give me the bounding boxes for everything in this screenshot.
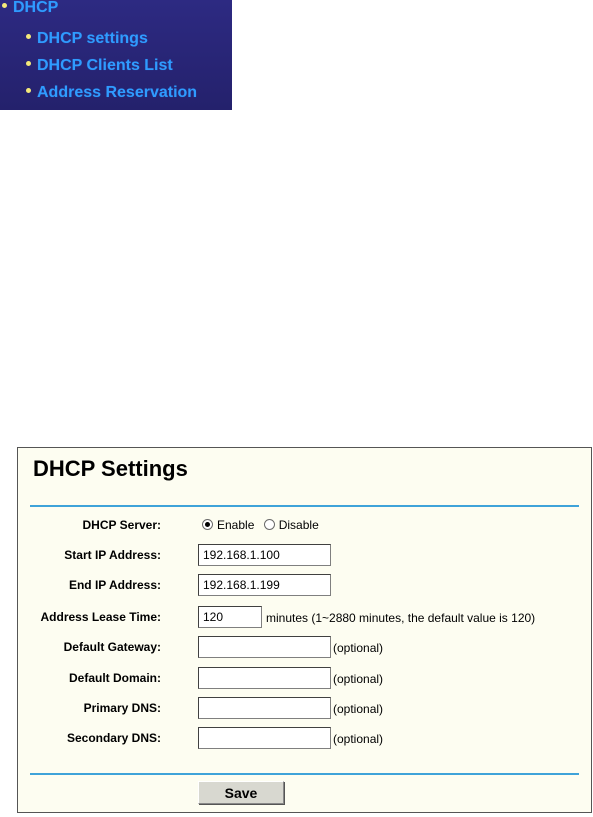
enable-radio-label[interactable]: Enable [217, 518, 255, 532]
end-ip-input[interactable] [198, 574, 331, 596]
divider [30, 505, 579, 507]
bullet-icon [26, 61, 31, 66]
divider [30, 773, 579, 775]
disable-radio-label[interactable]: Disable [278, 518, 319, 532]
page-title: DHCP Settings [33, 456, 188, 481]
bullet-icon [2, 3, 7, 8]
end-ip-label: End IP Address: [68, 578, 161, 592]
secondary-dns-label: Secondary DNS: [66, 731, 161, 745]
enable-radio[interactable] [202, 519, 213, 530]
start-ip-row [18, 544, 591, 568]
default-domain-row [18, 667, 591, 691]
start-ip-label: Start IP Address: [64, 548, 161, 562]
save-button[interactable]: Save [198, 781, 284, 804]
nav-item-address-reservation[interactable] [26, 81, 197, 105]
bullet-icon [26, 34, 31, 39]
bullet-icon [26, 88, 31, 93]
optional-hint: (optional) [333, 702, 384, 716]
nav-item-label: Address Reservation [37, 84, 198, 101]
default-gateway-row [18, 636, 591, 660]
primary-dns-label: Primary DNS: [83, 701, 161, 715]
disable-radio[interactable] [264, 519, 275, 530]
lease-time-input[interactable] [198, 606, 262, 628]
lease-time-label: Address Lease Time: [40, 610, 161, 624]
nav-item-dhcp[interactable] [2, 0, 58, 20]
dhcp-nav-menu [0, 0, 232, 110]
default-gateway-input[interactable] [198, 636, 331, 658]
dhcp-settings-panel [17, 447, 592, 813]
dhcp-server-label: DHCP Server: [82, 518, 161, 532]
primary-dns-row [18, 697, 591, 721]
nav-item-dhcp-settings[interactable] [26, 27, 148, 51]
primary-dns-input[interactable] [198, 697, 331, 719]
default-gateway-label: Default Gateway: [63, 640, 161, 654]
dhcp-server-radio-group [202, 518, 325, 532]
start-ip-input[interactable] [198, 544, 331, 566]
lease-time-hint: minutes (1~2880 minutes, the default value is 120) [266, 611, 536, 625]
dhcp-server-row [18, 514, 591, 538]
lease-time-row [18, 606, 591, 630]
end-ip-row [18, 574, 591, 598]
secondary-dns-row [18, 727, 591, 751]
secondary-dns-input[interactable] [198, 727, 331, 749]
nav-item-label: DHCP settings [37, 30, 148, 47]
default-domain-input[interactable] [198, 667, 331, 689]
default-domain-label: Default Domain: [68, 671, 161, 685]
optional-hint: (optional) [333, 641, 384, 655]
optional-hint: (optional) [333, 672, 384, 686]
nav-item-label: DHCP [13, 0, 59, 16]
nav-item-dhcp-clients-list[interactable] [26, 54, 173, 78]
optional-hint: (optional) [333, 732, 384, 746]
nav-item-label: DHCP Clients List [37, 57, 173, 74]
